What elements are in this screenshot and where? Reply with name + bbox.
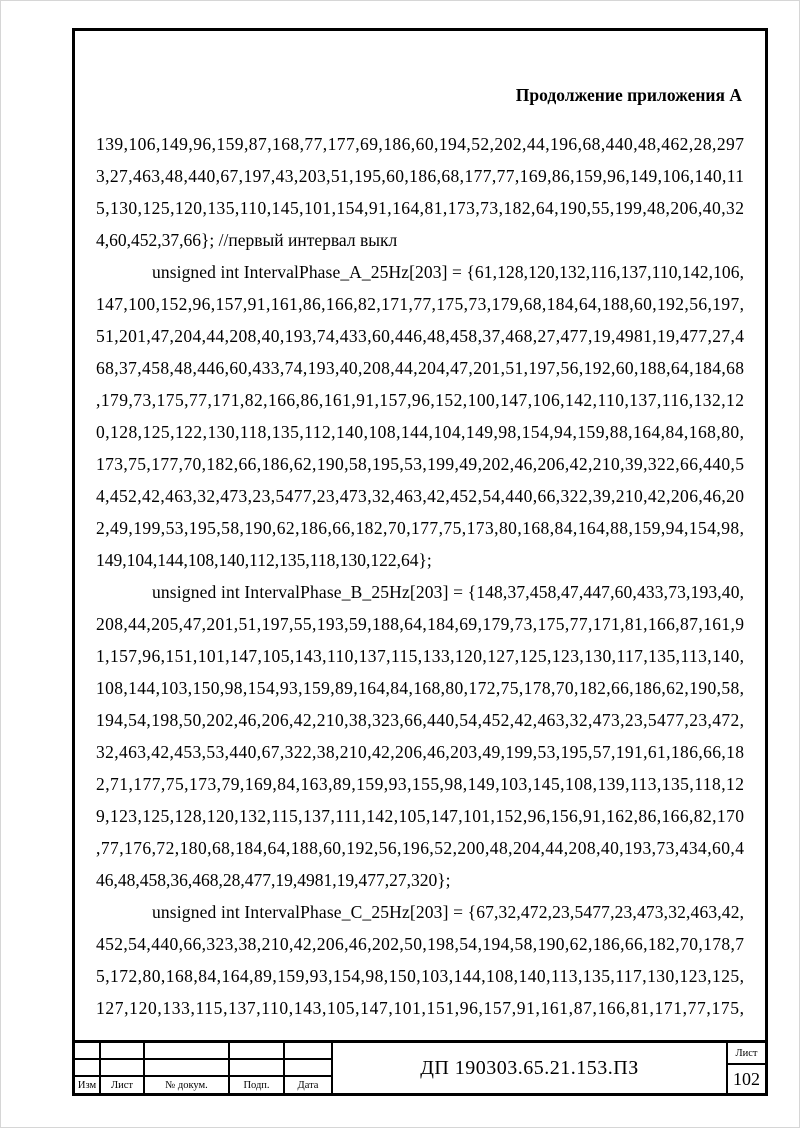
code-line: ,77,176,72,180,68,184,64,188,60,192,56,196,52,200,48,204,44,208,40,193,73,434,60,4 bbox=[96, 838, 745, 858]
code-line: 2,49,199,53,195,58,190,62,186,66,182,70,177,75,173,80,168,84,164,88,159,94,154,98, bbox=[96, 518, 745, 538]
code-listing bbox=[96, 128, 744, 1024]
code-line: 108,144,103,150,98,154,93,159,89,164,84,168,80,172,75,178,70,182,66,186,62,190,58, bbox=[96, 678, 745, 698]
title-block-revision-grid bbox=[75, 1043, 333, 1093]
title-block-empty-cell bbox=[145, 1060, 230, 1077]
column-label-data: Дата bbox=[285, 1077, 333, 1093]
code-line: 208,44,205,47,201,51,197,55,193,59,188,64,184,69,179,73,175,77,171,81,166,87,161,9 bbox=[96, 614, 745, 634]
title-block-empty-cell bbox=[75, 1060, 101, 1077]
sheet-label: Лист bbox=[728, 1043, 765, 1065]
code-line: ,179,73,175,77,171,82,166,86,161,91,157,96,152,100,147,106,142,110,137,116,132,12 bbox=[96, 390, 745, 410]
code-line: unsigned int IntervalPhase_B_25Hz[203] = {148,37,458,47,447,60,433,73,193,40, bbox=[152, 582, 745, 602]
title-block-empty-cell bbox=[101, 1043, 145, 1060]
code-line: 149,104,144,108,140,112,135,118,130,122,64}; bbox=[96, 550, 432, 570]
sheet-number-block bbox=[728, 1043, 765, 1093]
sheet-number: 102 bbox=[733, 1068, 760, 1089]
code-line: unsigned int IntervalPhase_C_25Hz[203] = {67,32,472,23,5477,23,473,32,463,42, bbox=[152, 902, 745, 922]
code-line: 32,463,42,453,53,440,67,322,38,210,42,206,46,203,49,199,53,195,57,191,61,186,66,18 bbox=[96, 742, 745, 762]
title-block-empty-cell bbox=[75, 1043, 101, 1060]
code-line: 5,172,80,168,84,164,89,159,93,154,98,150,103,144,108,140,113,135,117,130,123,125, bbox=[96, 966, 745, 986]
title-block bbox=[72, 1040, 768, 1096]
title-block-empty-cell bbox=[145, 1043, 230, 1060]
code-line: 46,48,458,36,468,28,477,19,4981,19,477,27,320}; bbox=[96, 870, 451, 890]
title-block-empty-cell bbox=[285, 1060, 333, 1077]
code-line: 3,27,463,48,440,67,197,43,203,51,195,60,186,68,177,77,169,86,159,96,149,106,140,11 bbox=[96, 166, 745, 186]
code-line: 147,100,152,96,157,91,161,86,166,82,171,77,175,73,179,68,184,64,188,60,192,56,197, bbox=[96, 294, 745, 314]
code-line: 5,130,125,120,135,110,145,101,154,91,164,81,173,73,182,64,190,55,199,48,206,40,32 bbox=[96, 198, 745, 218]
column-label-dokum: № докум. bbox=[145, 1077, 230, 1093]
code-line: 0,128,125,122,130,118,135,112,140,108,144,104,149,98,154,94,159,88,164,84,168,80, bbox=[96, 422, 745, 442]
code-line: 2,71,177,75,173,79,169,84,163,89,159,93,155,98,149,103,145,108,139,113,135,118,12 bbox=[96, 774, 745, 794]
code-line: unsigned int IntervalPhase_A_25Hz[203] = {61,128,120,132,116,137,110,142,106, bbox=[152, 262, 745, 282]
code-line: 68,37,458,48,446,60,433,74,193,40,208,44,204,47,201,51,197,56,192,60,188,64,184,68 bbox=[96, 358, 745, 378]
code-line: 194,54,198,50,202,46,206,42,210,38,323,66,440,54,452,42,463,32,473,23,5477,23,472, bbox=[96, 710, 745, 730]
code-line: 4,452,42,463,32,473,23,5477,23,473,32,463,42,452,54,440,66,322,39,210,42,206,46,20 bbox=[96, 486, 745, 506]
code-line: 452,54,440,66,323,38,210,42,206,46,202,50,198,54,194,58,190,62,186,66,182,70,178,7 bbox=[96, 934, 745, 954]
title-block-empty-cell bbox=[230, 1060, 285, 1077]
code-line: 1,157,96,151,101,147,105,143,110,137,115,133,120,127,125,123,130,117,135,113,140, bbox=[96, 646, 745, 666]
title-block-empty-cell bbox=[230, 1043, 285, 1060]
code-line: 139,106,149,96,159,87,168,77,177,69,186,60,194,52,202,44,196,68,440,48,462,28,297 bbox=[96, 134, 745, 154]
column-label-list: Лист bbox=[101, 1077, 145, 1093]
code-line: 4,60,452,37,66}; //первый интервал выкл bbox=[96, 230, 398, 250]
title-block-empty-cell bbox=[101, 1060, 145, 1077]
appendix-continuation-heading: Продолжение приложения А bbox=[515, 85, 742, 105]
title-block-empty-cell bbox=[285, 1043, 333, 1060]
column-label-podp: Подп. bbox=[230, 1077, 285, 1093]
code-line: 9,123,125,128,120,132,115,137,111,142,105,147,101,152,96,156,91,162,86,166,82,170 bbox=[96, 806, 745, 826]
code-line: 51,201,47,204,44,208,40,193,74,433,60,446,48,458,37,468,27,477,19,4981,19,477,27,4 bbox=[96, 326, 745, 346]
code-line: 173,75,177,70,182,66,186,62,190,58,195,53,199,49,202,46,206,42,210,39,322,66,440,5 bbox=[96, 454, 745, 474]
document-code: ДП 190303.65.21.153.ПЗ bbox=[333, 1043, 728, 1093]
code-line: 127,120,133,115,137,110,143,105,147,101,151,96,157,91,161,87,166,81,171,77,175, bbox=[96, 998, 745, 1018]
column-label-izm: Изм bbox=[75, 1077, 101, 1093]
